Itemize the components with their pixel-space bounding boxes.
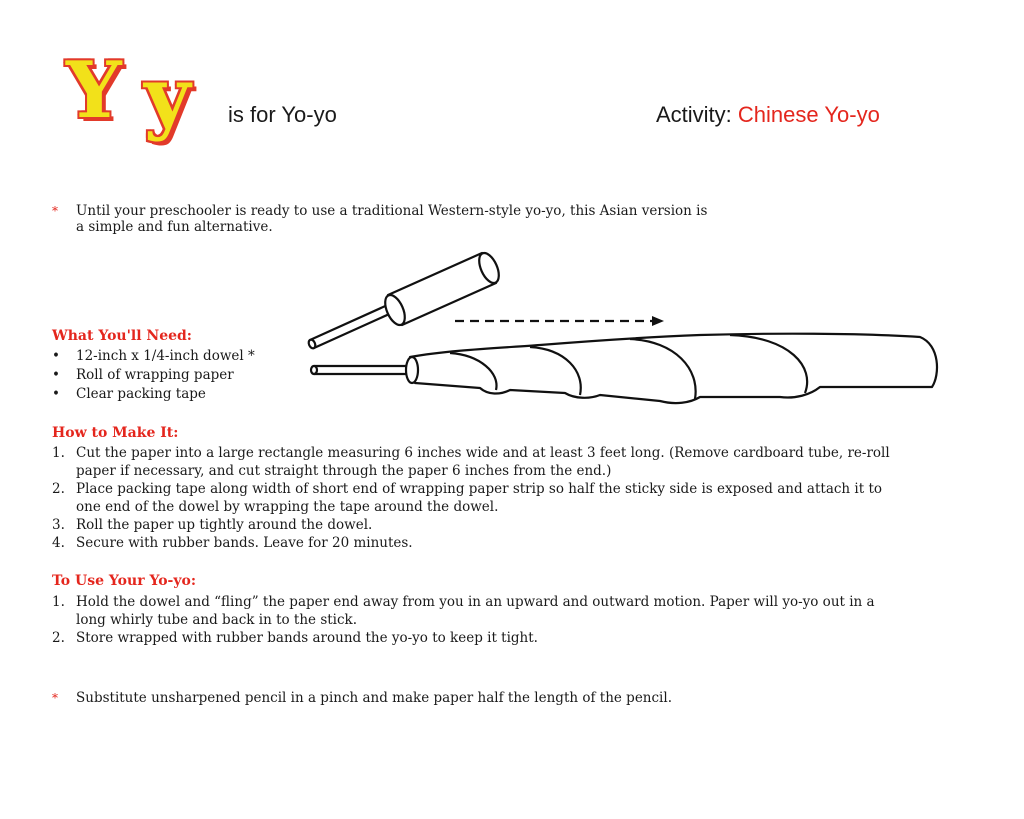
intro-line-2: a simple and fun alternative. — [76, 219, 273, 235]
make-step: 4. Secure with rubber bands. Leave for 20 minutes. — [52, 535, 413, 551]
intro-note — [52, 203, 812, 235]
intro-star: * — [52, 204, 58, 218]
make-step-cont: one end of the dowel by wrapping the tape around the dowel. — [76, 499, 499, 515]
use-title: To Use Your Yo-yo: — [52, 573, 197, 589]
use-step-cont: long whirly tube and back in to the stick. — [76, 612, 358, 628]
use-step: 2. Store wrapped with rubber bands around the yo-yo to keep it tight. — [52, 630, 538, 646]
footnote-star: * — [52, 691, 58, 705]
letter-upper-y: Y — [66, 45, 122, 136]
letter-lower-y: y — [144, 49, 191, 143]
needs-item: • Clear packing tape — [52, 386, 206, 402]
make-title: How to Make It: — [52, 425, 179, 441]
make-step: 1. Cut the paper into a large rectangle measuring 6 inches wide and at least 3 feet long. (Remove cardboard tube, re-roll — [52, 445, 890, 461]
unrolled-dowel — [314, 366, 414, 374]
needs-item: • 12-inch x 1/4-inch dowel * — [52, 348, 255, 364]
make-step: 3. Roll the paper up tightly around the dowel. — [52, 517, 373, 533]
intro-line-1: Until your preschooler is ready to use a traditional Western-style yo-yo, this Asian version is — [76, 203, 708, 219]
yoyo-illustration — [300, 245, 950, 420]
needs-title: What You'll Need: — [52, 328, 192, 344]
needs-item: • Roll of wrapping paper — [52, 367, 234, 383]
footnote — [52, 690, 672, 706]
activity-label: Activity: — [656, 102, 732, 127]
make-step: 2. Place packing tape along width of short end of wrapping paper strip so half the sticky side is exposed and attach it to — [52, 481, 882, 497]
activity-heading — [656, 102, 880, 128]
rolled-dowel — [310, 303, 396, 348]
is-for-title: is for Yo-yo — [228, 102, 337, 127]
make-step-cont: paper if necessary, and cut straight through the paper 6 inches from the end.) — [76, 463, 612, 479]
use-step: 1. Hold the dowel and “fling” the paper end away from you in an upward and outward motion. Paper will yo-yo out in a — [52, 594, 875, 610]
activity-name: Chinese Yo-yo — [737, 102, 880, 127]
footnote-text: Substitute unsharpened pencil in a pinch and make paper half the length of the pencil. — [76, 690, 672, 706]
